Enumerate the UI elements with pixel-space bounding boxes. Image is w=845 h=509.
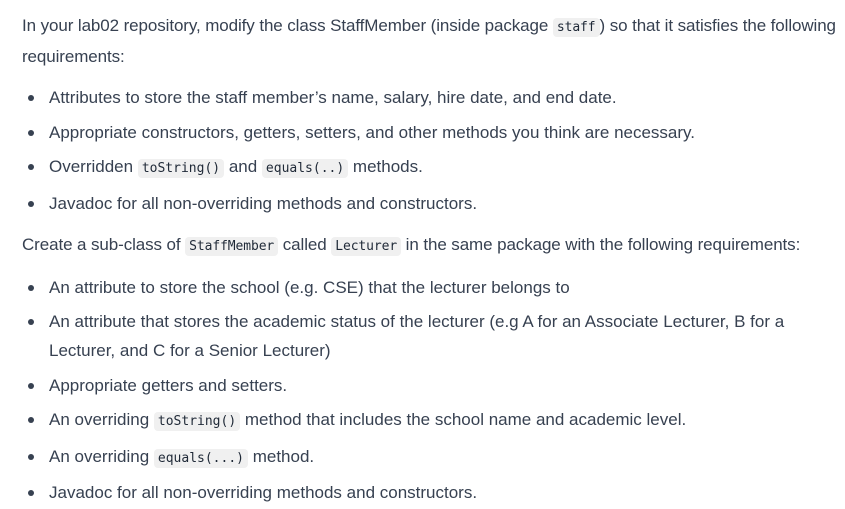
inline-code-staff: staff xyxy=(553,18,600,37)
intro-paragraph xyxy=(22,0,837,71)
list-item: Attributes to store the staff member’s name, salary, hire date, and end date. xyxy=(22,83,837,112)
subclass-paragraph: Create a sub-class of StaffMember called Lecturer in the same package with the following requirements: xyxy=(22,234,801,254)
list-item: Overridden toString() and equals(..) methods. xyxy=(22,152,837,183)
list-item: Appropriate constructors, getters, setters, and other methods you think are necessary. xyxy=(22,118,837,147)
inline-code-equals: equals(..) xyxy=(262,159,348,178)
intro-text: In your lab02 repository, modify the class StaffMember (inside package xyxy=(22,16,553,35)
inline-code-tostring: toString() xyxy=(154,412,240,431)
intro-text-end: ) so that it satisfies the following requirements: xyxy=(22,16,836,66)
inline-code-tostring: toString() xyxy=(138,159,224,178)
list-item: An attribute to store the school (e.g. CSE) that the lecturer belongs to xyxy=(22,273,837,302)
list-item: Javadoc for all non-overriding methods and constructors. xyxy=(22,189,837,218)
list-item: Javadoc for all non-overriding methods and constructors. xyxy=(22,478,837,507)
inline-code-lecturer: Lecturer xyxy=(331,237,401,256)
inline-code-equals: equals(...) xyxy=(154,449,248,468)
list-item: An overriding toString() method that includes the school name and academic level. xyxy=(22,405,837,436)
list-item: An overriding equals(...) method. xyxy=(22,442,837,473)
list-item: Appropriate getters and setters. xyxy=(22,371,837,400)
list-item: An attribute that stores the academic status of the lecturer (e.g A for an Associate Lecturer, B for a Lecturer, and C for a Senior Lecturer) xyxy=(22,307,837,365)
inline-code-staffmember: StaffMember xyxy=(185,237,278,256)
lecturer-requirements-list xyxy=(22,273,837,508)
staffmember-requirements-list xyxy=(22,83,837,218)
